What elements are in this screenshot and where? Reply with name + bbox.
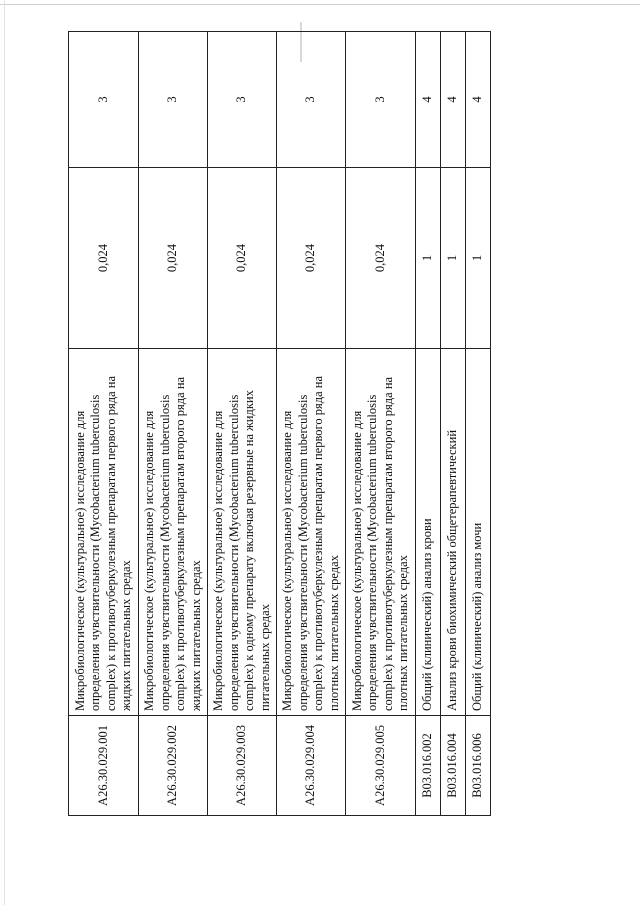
service-multiplicity: 4: [441, 32, 466, 168]
service-frequency: 1: [441, 168, 466, 349]
service-name: Общий (клинический) анализ крови: [416, 349, 441, 716]
service-multiplicity: 3: [139, 32, 208, 168]
service-frequency: 0,024: [139, 168, 208, 349]
table-row: [208, 32, 277, 816]
service-code: A26.30.029.003: [208, 716, 277, 816]
service-frequency: 0,024: [208, 168, 277, 349]
service-multiplicity: 3: [208, 32, 277, 168]
service-frequency: 0,024: [346, 168, 416, 349]
service-name: Микробиологическое (культуральное) исследование для определения чувствительности (Mycobacterium tuberculosis complex) к противотуберкулезным препаратам второго ряда на жидких питательных средах: [139, 349, 208, 716]
rotated-page: [68, 32, 490, 816]
table-row: [416, 32, 441, 816]
service-multiplicity: 4: [416, 32, 441, 168]
service-frequency: 1: [416, 168, 441, 349]
service-name: Общий (клинический) анализ мочи: [466, 349, 491, 716]
service-name: Микробиологическое (культуральное) исследование для определения чувствительности (Mycobacterium tuberculosis complex) к противотуберкулезным препаратам второго ряда на плотных питательных средах: [346, 349, 416, 716]
service-code: B03.016.002: [416, 716, 441, 816]
services-table: [68, 31, 491, 816]
service-name: Микробиологическое (культуральное) исследование для определения чувствительности (Mycobacterium tuberculosis complex) к противотуберкулезным препаратам первого ряда на жидких питательных средах: [69, 349, 139, 716]
service-code: A26.30.029.005: [346, 716, 416, 816]
service-multiplicity: 4: [466, 32, 491, 168]
service-multiplicity: 3: [346, 32, 416, 168]
scan-edge-left: [4, 0, 5, 905]
table-row: [69, 32, 139, 816]
service-multiplicity: 3: [277, 32, 346, 168]
service-code: A26.30.029.001: [69, 716, 139, 816]
table-row: [466, 32, 491, 816]
service-name: Микробиологическое (культуральное) исследование для определения чувствительности (Mycobacterium tuberculosis complex) к одному препарату включая резервные на жидких питательных средах: [208, 349, 277, 716]
service-frequency: 0,024: [277, 168, 346, 349]
service-multiplicity: 3: [69, 32, 139, 168]
service-name: Микробиологическое (культуральное) исследование для определения чувствительности (Mycobacterium tuberculosis complex) к противотуберкулезным препаратам первого ряда на плотных питательных средах: [277, 349, 346, 716]
table-row: [277, 32, 346, 816]
scan-edge-top: [0, 4, 640, 5]
service-frequency: 1: [466, 168, 491, 349]
service-code: B03.016.006: [466, 716, 491, 816]
service-code: A26.30.029.004: [277, 716, 346, 816]
service-name: Анализ крови биохимический общетерапевтический: [441, 349, 466, 716]
service-code: B03.016.004: [441, 716, 466, 816]
table-row: [139, 32, 208, 816]
service-frequency: 0,024: [69, 168, 139, 349]
service-code: A26.30.029.002: [139, 716, 208, 816]
table-row: [441, 32, 466, 816]
table-row: [346, 32, 416, 816]
